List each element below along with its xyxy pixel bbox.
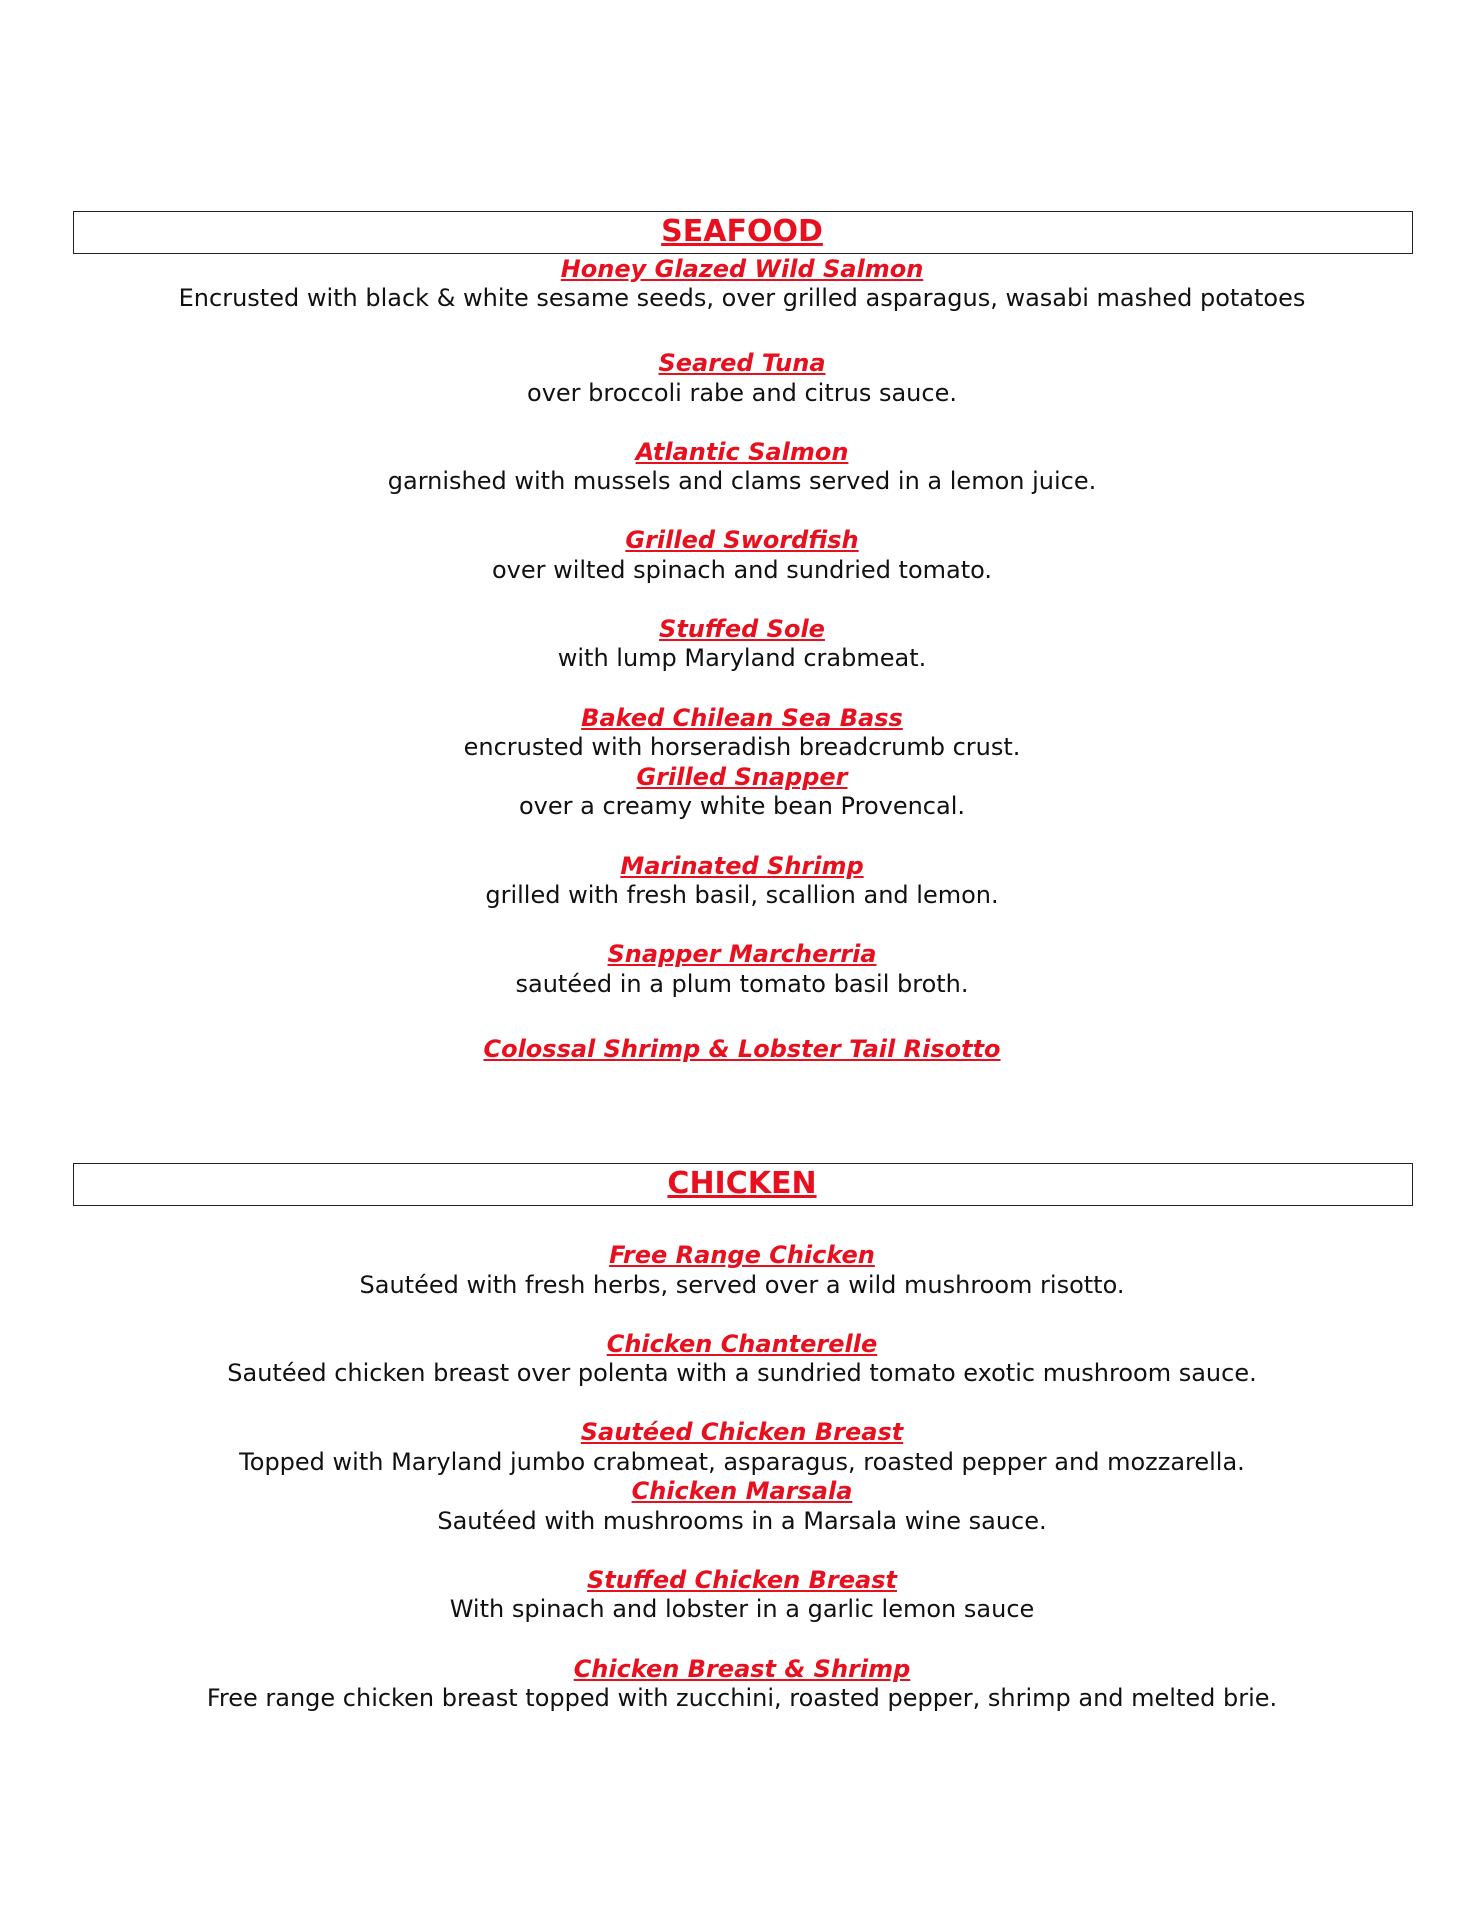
dish-name: Stuffed Chicken Breast (587, 1566, 897, 1594)
dish-name: Atlantic Salmon (635, 438, 849, 466)
dish-name: Chicken Chanterelle (606, 1330, 878, 1358)
dish-name: Grilled Snapper (636, 763, 848, 791)
dish-description: grilled with fresh basil, scallion and lemon. (485, 881, 999, 909)
dish-name: Honey Glazed Wild Salmon (560, 255, 924, 283)
dish-name: Grilled Swordfish (625, 526, 859, 554)
dish-name: Colossal Shrimp & Lobster Tail Risotto (483, 1035, 1001, 1063)
section-title-chicken: CHICKEN (667, 1166, 817, 1201)
dish-description: with lump Maryland crabmeat. (557, 644, 927, 672)
dish-name: Sautéed Chicken Breast (580, 1418, 904, 1446)
dish-description: Sautéed chicken breast over polenta with a sundried tomato exotic mushroom sauce. (227, 1359, 1257, 1387)
dish-description: Sautéed with mushrooms in a Marsala wine sauce. (437, 1507, 1047, 1535)
dish-name: Stuffed Sole (659, 615, 825, 643)
dish-description: Encrusted with black & white sesame seeds, over grilled asparagus, wasabi mashed potatoes (178, 284, 1306, 312)
dish-description: Sautéed with fresh herbs, served over a wild mushroom risotto. (359, 1271, 1125, 1299)
dish-description: over a creamy white bean Provencal. (518, 792, 965, 820)
dish-description: Free range chicken breast topped with zucchini, roasted pepper, shrimp and melted brie. (206, 1684, 1278, 1712)
dish-name: Chicken Marsala (631, 1477, 853, 1505)
dish-description: garnished with mussels and clams served in a lemon juice. (387, 467, 1097, 495)
dish-name: Snapper Marcherria (607, 940, 877, 968)
dish-description: sautéed in a plum tomato basil broth. (515, 970, 969, 998)
dish-name: Marinated Shrimp (620, 852, 864, 880)
dish-name: Seared Tuna (658, 349, 826, 377)
dish-name: Chicken Breast & Shrimp (573, 1655, 911, 1683)
dish-name: Baked Chilean Sea Bass (581, 704, 903, 732)
dish-description: With spinach and lobster in a garlic lemon sauce (449, 1595, 1035, 1623)
dish-description: Topped with Maryland jumbo crabmeat, asparagus, roasted pepper and mozzarella. (239, 1448, 1245, 1476)
section-title-seafood: SEAFOOD (661, 214, 823, 249)
dish-description: over broccoli rabe and citrus sauce. (527, 379, 957, 407)
dish-description: over wilted spinach and sundried tomato. (491, 556, 993, 584)
dish-name: Free Range Chicken (609, 1241, 875, 1269)
dish-description: encrusted with horseradish breadcrumb crust. (463, 733, 1021, 761)
